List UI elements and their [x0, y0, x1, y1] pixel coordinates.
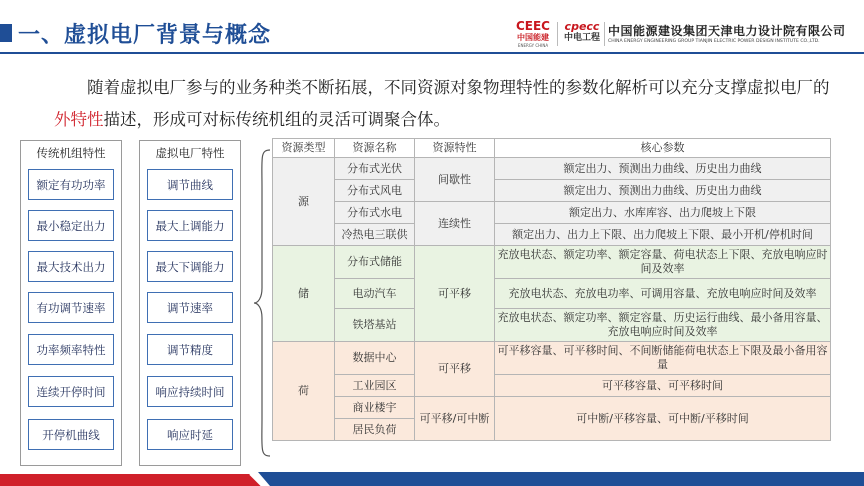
- group-cell-source: 源: [273, 158, 335, 246]
- table-row: [273, 279, 831, 309]
- bottom-decoration: [0, 470, 864, 486]
- resource-name: 电动汽车: [335, 279, 415, 309]
- ceec-logo-en: ENERGY CHINA: [517, 43, 549, 48]
- resource-table: [272, 138, 831, 441]
- vpp-item: 调节曲线: [147, 169, 233, 200]
- core-params: 额定出力、预测出力曲线、历史出力曲线: [495, 158, 831, 180]
- vpp-item: 最大上调能力: [147, 210, 233, 241]
- traditional-item: 连续开停时间: [28, 376, 114, 407]
- vpp-item: 响应时延: [147, 419, 233, 450]
- core-params: 充放电状态、额定功率、额定容量、荷电状态上下限、充放电响应时间及效率: [495, 246, 831, 279]
- traditional-item: 功率频率特性: [28, 334, 114, 365]
- cpecc-logo-cn: 中电工程: [563, 33, 600, 43]
- table-row: [273, 309, 831, 342]
- traditional-item: 开停机曲线: [28, 419, 114, 450]
- table-row: [273, 202, 831, 224]
- ceec-logo-mark: CEEC: [515, 19, 550, 33]
- table-row: [273, 397, 831, 419]
- vpp-item: 响应持续时间: [147, 376, 233, 407]
- vpp-item: 调节速率: [147, 292, 233, 323]
- traditional-unit-title: 传统机组特性: [36, 146, 106, 160]
- ceec-logo-cn: 中国能建: [517, 33, 549, 42]
- title-marker: [0, 24, 12, 42]
- core-params: 额定出力、出力上下限、出力爬坡上下限、最小开机/停机时间: [495, 224, 831, 246]
- core-params: 额定出力、水库库容、出力爬坡上下限: [495, 202, 831, 224]
- traditional-unit-panel: [20, 140, 122, 466]
- vpp-item: 调节精度: [147, 334, 233, 365]
- page-title: 一、虚拟电厂背景与概念: [18, 23, 272, 48]
- logo-separator: [604, 22, 605, 46]
- traditional-item: 额定有功功率: [28, 169, 114, 200]
- vpp-panel: [139, 140, 241, 466]
- group-cell-storage: 储: [273, 246, 335, 342]
- column-header: 核心参数: [495, 139, 831, 158]
- table-row: [273, 246, 831, 279]
- cpecc-logo: [562, 20, 602, 44]
- curly-brace: [252, 148, 272, 458]
- core-params: 充放电状态、额定功率、额定容量、历史运行曲线、最小备用容量、充放电响应时间及效率: [495, 309, 831, 342]
- table-row: [273, 342, 831, 375]
- table-row: [273, 158, 831, 180]
- resource-trait: 连续性: [415, 202, 495, 246]
- intro-text-2: 描述，形成可对标传统机组的灵活可调聚合体。: [103, 110, 450, 129]
- intro-paragraph: [54, 72, 834, 136]
- resource-name: 分布式风电: [335, 180, 415, 202]
- vpp-title: 虚拟电厂特性: [155, 146, 225, 160]
- traditional-item: 有功调节速率: [28, 292, 114, 323]
- traditional-item: 最大技术出力: [28, 251, 114, 282]
- resource-trait: 可平移: [415, 342, 495, 397]
- core-params: 额定出力、预测出力曲线、历史出力曲线: [495, 180, 831, 202]
- header-divider: [0, 52, 864, 54]
- logo-separator: [557, 22, 558, 46]
- resource-trait: 间歇性: [415, 158, 495, 202]
- vpp-item: 最大下调能力: [147, 251, 233, 282]
- organization-name-en: CHINA ENERGY ENGINEERING GROUP TIANJIN ELECTRIC POWER DESIGN INSTITUTE CO.,LTD.: [608, 39, 820, 44]
- cpecc-logo-mark: cpecc: [564, 20, 600, 33]
- group-cell-load: 荷: [273, 342, 335, 441]
- resource-name: 分布式水电: [335, 202, 415, 224]
- core-params: 可中断/平移容量、可中断/平移时间: [495, 397, 831, 441]
- resource-trait: 可平移/可中断: [415, 397, 495, 441]
- resource-name: 工业园区: [335, 375, 415, 397]
- core-params: 可平移容量、可平移时间: [495, 375, 831, 397]
- table-row: [273, 180, 831, 202]
- resource-name: 铁塔基站: [335, 309, 415, 342]
- traditional-item: 最小稳定出力: [28, 210, 114, 241]
- resource-name: 分布式储能: [335, 246, 415, 279]
- ceec-logo: [510, 20, 556, 48]
- table-row: [273, 224, 831, 246]
- resource-trait: 可平移: [415, 246, 495, 342]
- resource-name: 商业楼宇: [335, 397, 415, 419]
- column-header: 资源类型: [273, 139, 335, 158]
- table-row: [273, 375, 831, 397]
- resource-name: 数据中心: [335, 342, 415, 375]
- organization-name: 中国能源建设集团天津电力设计院有限公司: [608, 24, 846, 38]
- table-header-row: [273, 139, 831, 158]
- column-header: 资源特性: [415, 139, 495, 158]
- core-params: 可平移容量、可平移时间、不间断储能荷电状态上下限及最小备用容量: [495, 342, 831, 375]
- column-header: 资源名称: [335, 139, 415, 158]
- intro-highlight: 外特性: [54, 110, 104, 129]
- resource-name: 冷热电三联供: [335, 224, 415, 246]
- intro-text-1: 随着虚拟电厂参与的业务种类不断拓展，不同资源对象物理特性的参数化解析可以充分支撑虚拟电厂的: [87, 78, 830, 97]
- resource-name: 居民负荷: [335, 419, 415, 441]
- resource-name: 分布式光伏: [335, 158, 415, 180]
- core-params: 充放电状态、充放电功率、可调用容量、充放电响应时间及效率: [495, 279, 831, 309]
